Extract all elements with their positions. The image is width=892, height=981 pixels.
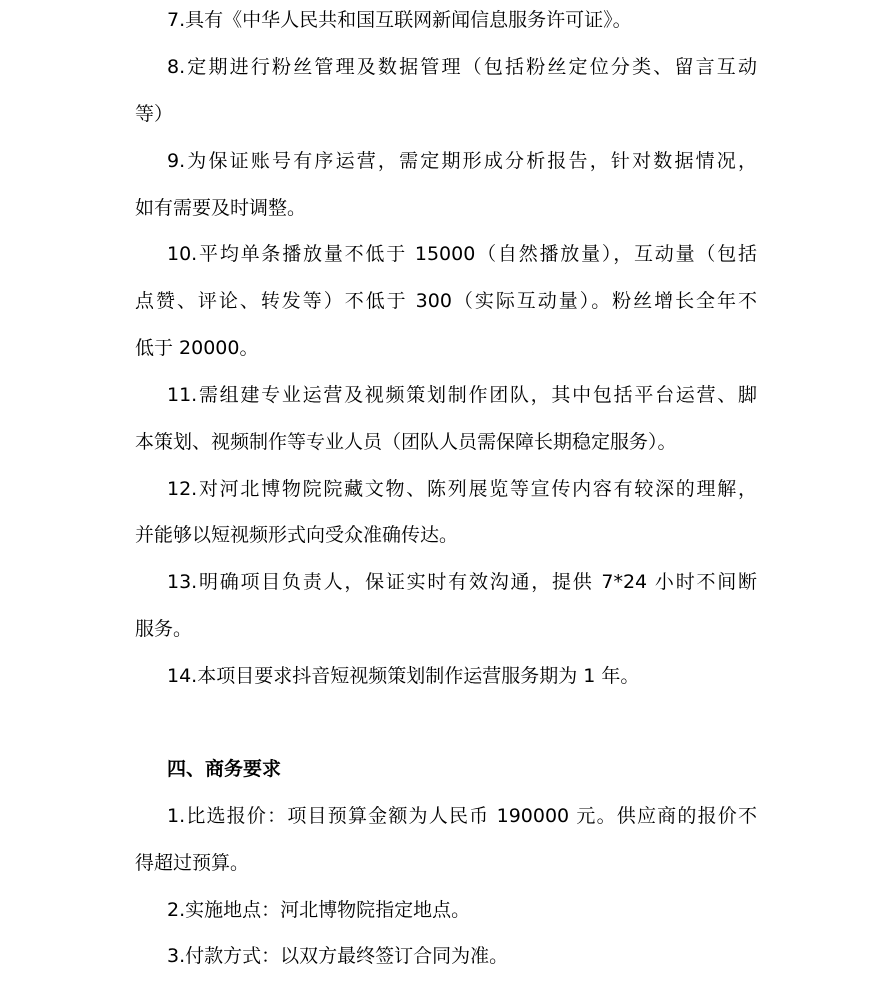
item-11-line-1: 11.需组建专业运营及视频策划制作团队，其中包括平台运营、脚 [167,384,757,406]
business-1-line-2: 得超过预算。 [135,852,250,874]
item-9-line-1: 9.为保证账号有序运营，需定期形成分析报告，针对数据情况， [167,150,757,172]
item-11-line-2: 本策划、视频制作等专业人员（团队人员需保障长期稳定服务）。 [135,431,677,453]
item-12-line-2: 并能够以短视频形式向受众准确传达。 [135,524,459,546]
item-10-line-3: 低于 20000。 [135,337,259,359]
item-8-line-2: 等） [135,103,174,125]
item-12-line-1: 12.对河北博物院院藏文物、陈列展览等宣传内容有较深的理解， [167,478,757,500]
item-7-line-1: 7.具有《中华人民共和国互联网新闻信息服务许可证》。 [167,9,632,31]
item-13-line-2: 服务。 [135,618,193,640]
business-1-line-1: 1.比选报价：项目预算金额为人民币 190000 元。供应商的报价不 [167,805,757,827]
item-10-line-2: 点赞、评论、转发等）不低于 300（实际互动量）。粉丝增长全年不 [135,290,757,312]
business-3-line-1: 3.付款方式：以双方最终签订合同为准。 [167,945,509,967]
item-10-line-1: 10.平均单条播放量不低于 15000（自然播放量），互动量（包括 [167,243,757,265]
section-heading: 四、商务要求 [167,758,282,780]
business-2-line-1: 2.实施地点：河北博物院指定地点。 [167,899,471,921]
item-9-line-2: 如有需要及时调整。 [135,197,307,219]
item-8-line-1: 8.定期进行粉丝管理及数据管理（包括粉丝定位分类、留言互动 [167,56,757,78]
item-14-line-1: 14.本项目要求抖音短视频策划制作运营服务期为 1 年。 [167,665,640,687]
item-13-line-1: 13.明确项目负责人，保证实时有效沟通，提供 7*24 小时不间断 [167,571,757,593]
